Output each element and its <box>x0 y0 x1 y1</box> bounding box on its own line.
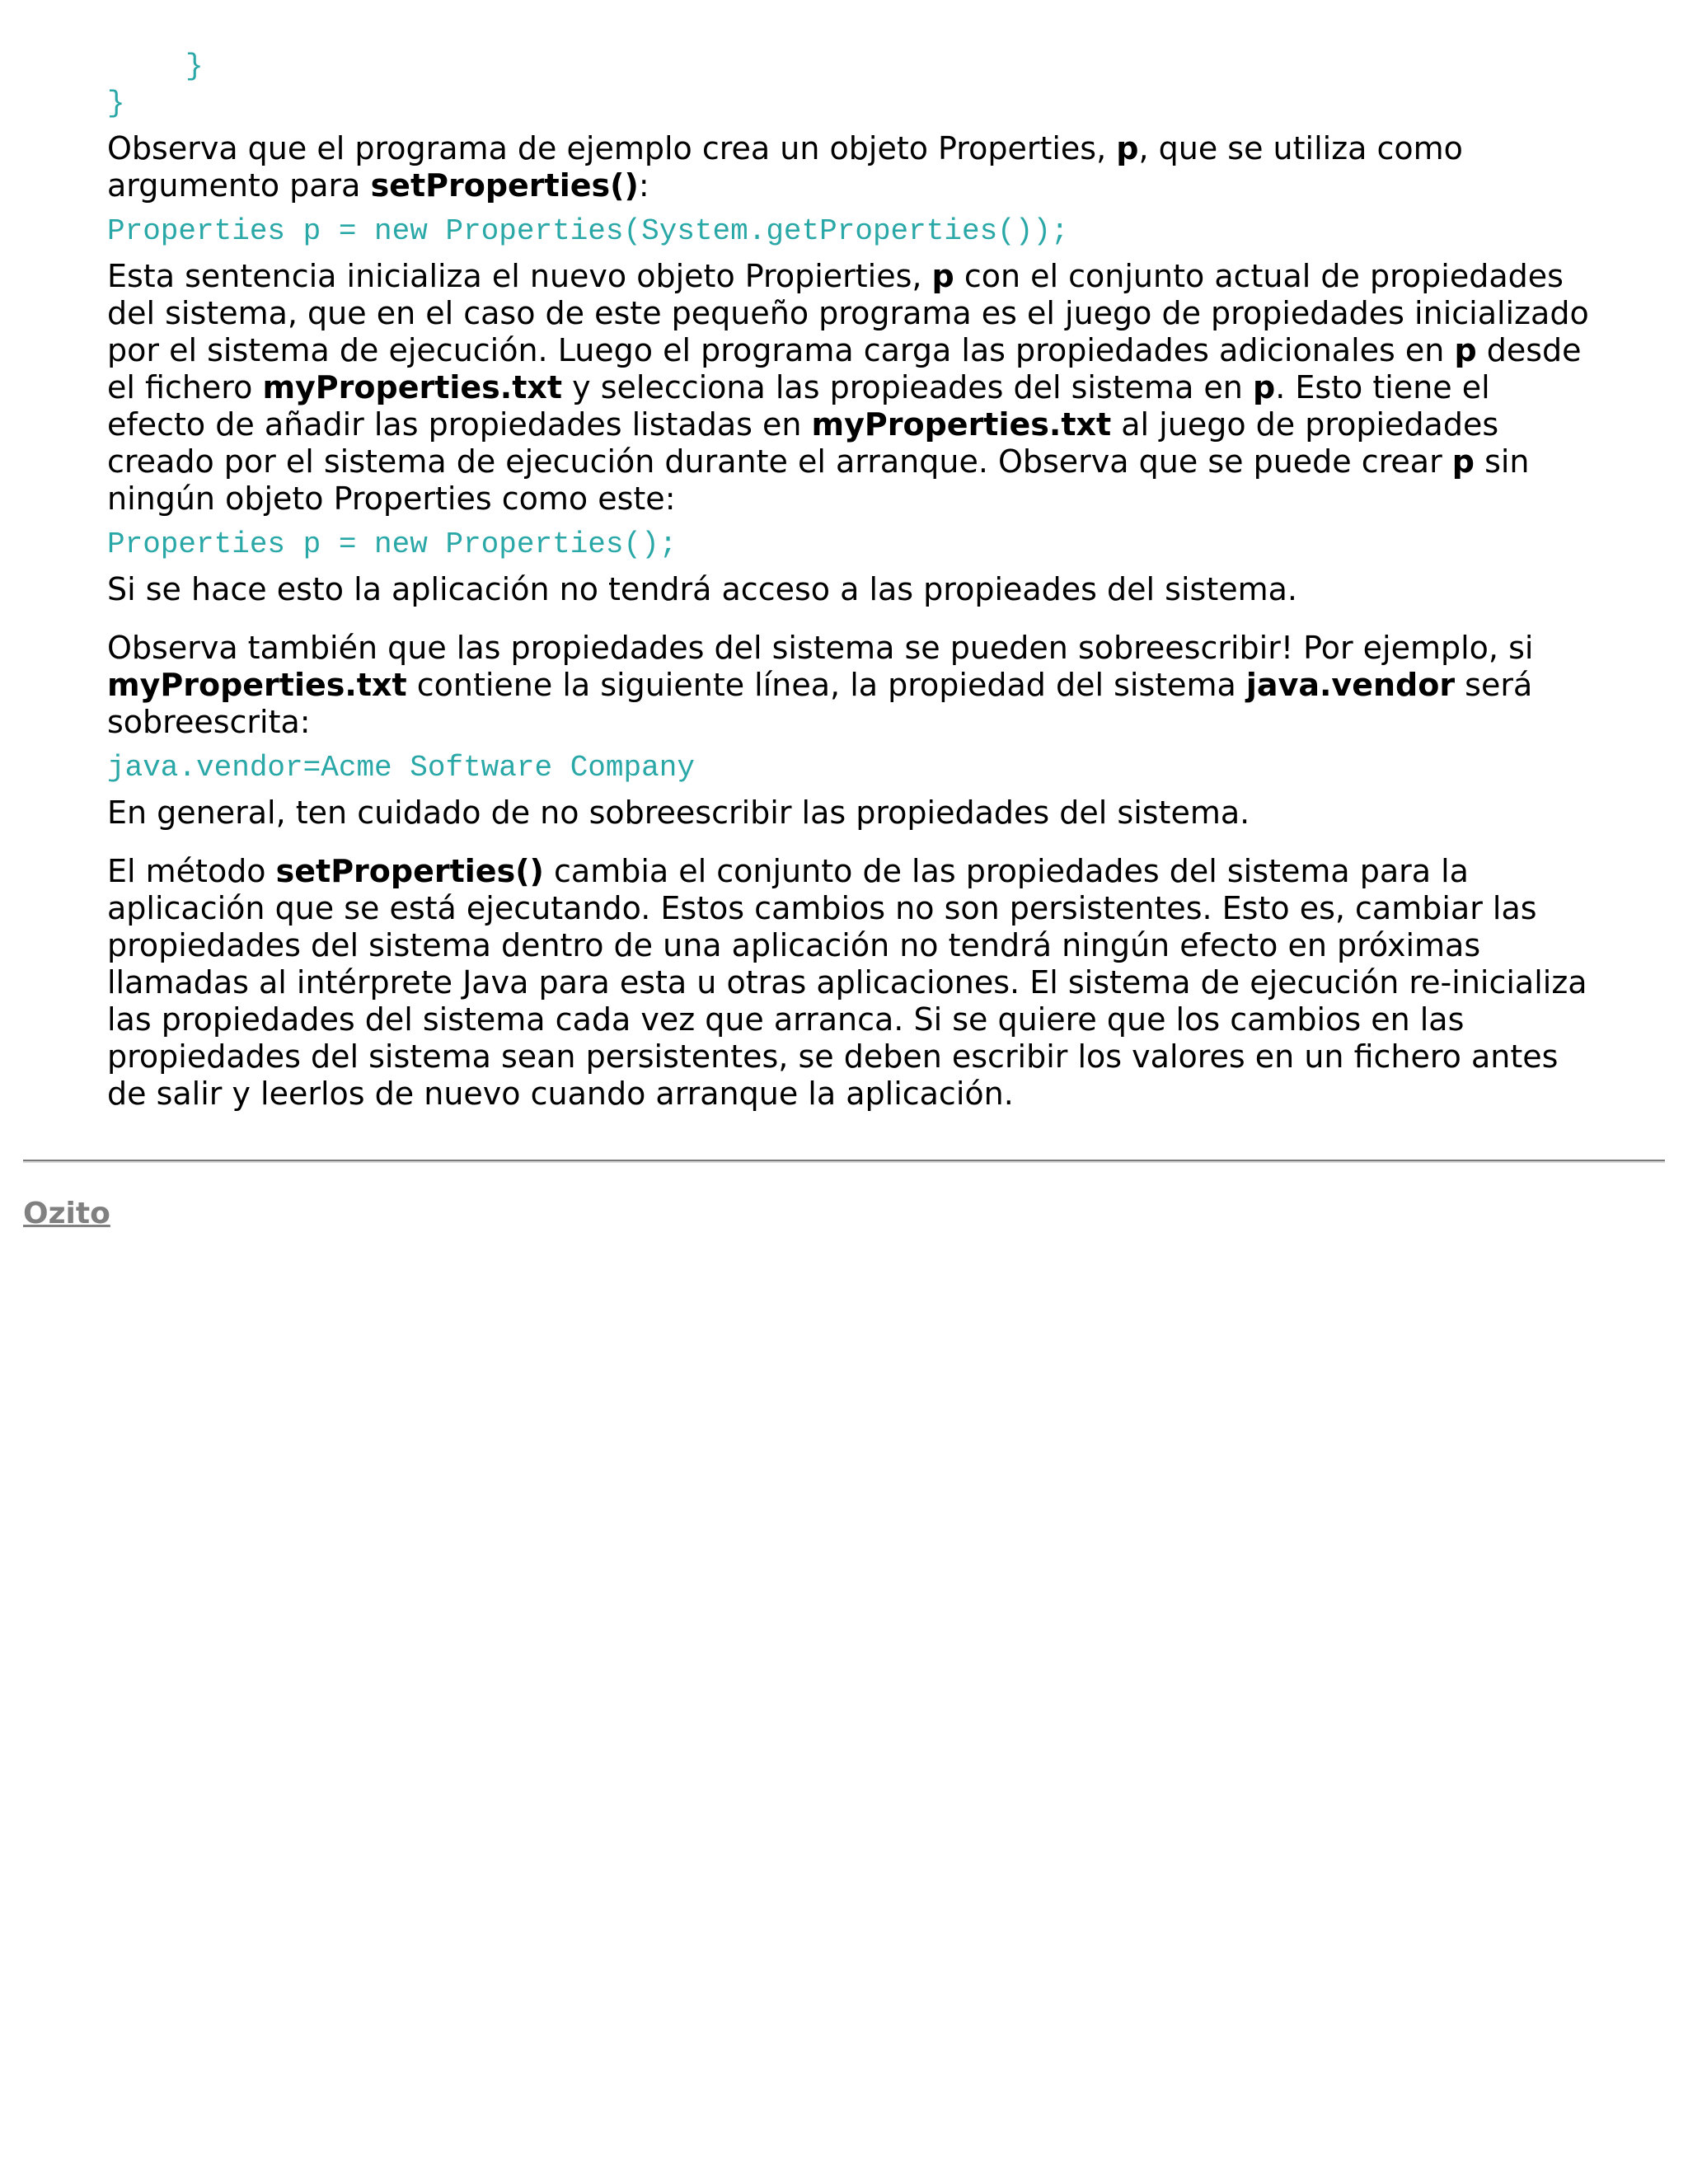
bold-term: myProperties.txt <box>262 369 563 405</box>
paragraph-no-access: Si se hace esto la aplicación no tendrá acceso a las propieades del sistema. <box>107 571 1297 607</box>
code-new-properties-system: Properties p = new Properties(System.getProperties()); <box>107 214 1069 248</box>
paragraph-overwrite-properties <box>107 630 1591 741</box>
text-span: : <box>638 167 649 204</box>
bold-term: p <box>931 258 954 294</box>
text-span: será sobreescrita: <box>107 667 1533 740</box>
text-span: , que se utiliza como argumento para <box>107 130 1463 204</box>
bold-term: p <box>1454 332 1477 368</box>
text-span: Observa también que las propiedades del sistema se pueden sobreescribir! Por ejemplo, si <box>107 630 1534 666</box>
paragraph-properties-object <box>107 130 1591 204</box>
paragraph-general-caution: En general, ten cuidado de no sobreescribir las propiedades del sistema. <box>107 794 1250 831</box>
text-span: . Esto tiene el efecto de añadir las propiedades listadas en <box>107 369 1490 443</box>
text-span: El método <box>107 853 276 889</box>
text-span: con el conjunto actual de propiedades del sistema, que en el caso de este pequeño programa es el juego de propiedades inicializado por el sistema de ejecución. Luego el programa carga las propiedades adicionales en <box>107 258 1589 368</box>
text-span: sin ningún objeto Properties como este: <box>107 443 1530 517</box>
bold-term: p <box>1116 130 1139 166</box>
paragraph-sentence-explanation <box>107 258 1591 518</box>
horizontal-rule <box>23 1160 1665 1163</box>
code-closing-brace-outer: } <box>107 87 125 120</box>
document-body <box>107 48 1591 1113</box>
text-span: y selecciona las propieades del sistema en <box>562 369 1253 405</box>
paragraph-setproperties-method <box>107 853 1591 1113</box>
bold-term: p <box>1252 369 1276 405</box>
bold-term: setProperties() <box>370 167 639 204</box>
bold-term: p <box>1451 443 1475 480</box>
bold-term: myProperties.txt <box>107 667 407 703</box>
text-span: Esta sentencia inicializa el nuevo objeto Propierties, <box>107 258 932 294</box>
bold-term: myProperties.txt <box>811 406 1112 443</box>
code-new-properties-empty: Properties p = new Properties(); <box>107 527 678 561</box>
text-span: Observa que el programa de ejemplo crea un objeto Properties, <box>107 130 1117 166</box>
text-span: cambia el conjunto de las propiedades del sistema para la aplicación que se está ejecutando. Estos cambios no son persistentes. Esto es, cambiar las propiedades del sistema dentro de una aplicación no tendrá ningún efecto en próximas llamadas al intérprete Java para esta u otras aplicaciones. El sistema de ejecución re-inicializa las propiedades del sistema cada vez que arranca. Si se quiere que los cambios en las propiedades del sistema sean persistentes, se deben escribir los valores en un fichero antes de salir y leerlos de nuevo cuando arranque la aplicación. <box>107 853 1587 1112</box>
bold-term: java.vendor <box>1245 667 1456 703</box>
text-span: al juego de propiedades creado por el sistema de ejecución durante el arranque. Observa que se puede crear <box>107 406 1499 480</box>
text-span: desde el fichero <box>107 332 1582 405</box>
code-closing-brace-inner: } <box>185 49 204 83</box>
text-span: contiene la siguiente línea, la propiedad del sistema <box>406 667 1246 703</box>
ozito-footer-link[interactable]: Ozito <box>23 1197 110 1230</box>
bold-term: setProperties() <box>275 853 544 889</box>
code-java-vendor: java.vendor=Acme Software Company <box>107 751 695 785</box>
